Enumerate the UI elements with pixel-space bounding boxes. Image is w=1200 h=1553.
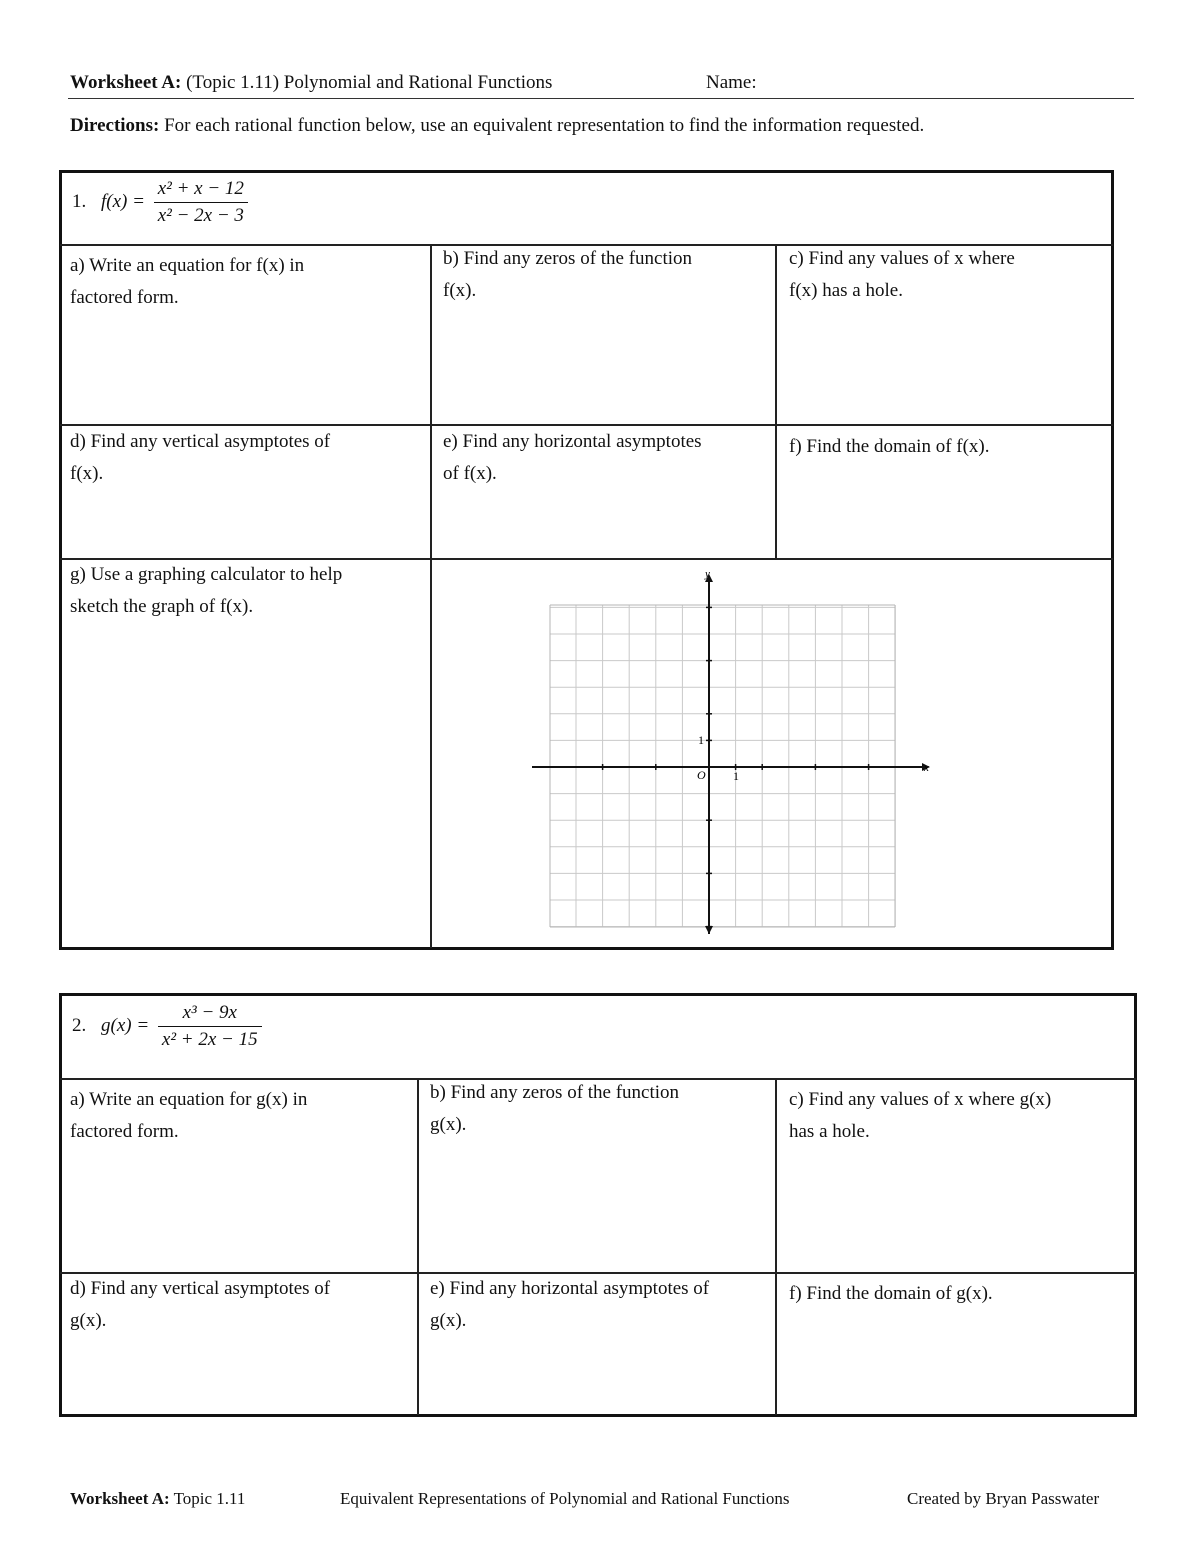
problem2-part-a-line1: a) Write an equation for g(x) in bbox=[70, 1089, 308, 1110]
coordinate-grid bbox=[520, 560, 940, 945]
problem1-lhs: f(x) = bbox=[101, 190, 145, 212]
directions-label: Directions: bbox=[70, 115, 160, 136]
footer-worksheet-label: Worksheet A: bbox=[70, 1489, 170, 1508]
problem1-part-e-line1: e) Find any horizontal asymptotes bbox=[443, 431, 702, 452]
problem1-part-e-line2: of f(x). bbox=[443, 463, 497, 484]
problem2-part-d-line2: g(x). bbox=[70, 1310, 107, 1331]
problem1-part-d bbox=[70, 426, 425, 490]
directions bbox=[70, 115, 924, 137]
footer-topic: Topic 1.11 bbox=[173, 1489, 246, 1508]
problem1-part-g-line2: sketch the graph of f(x). bbox=[70, 596, 254, 617]
problem2-part-c-line2: has a hole. bbox=[789, 1121, 870, 1142]
problem1-function bbox=[72, 176, 248, 229]
name-label: Name: bbox=[706, 72, 757, 93]
problem1-part-b-line1: b) Find any zeros of the function bbox=[443, 248, 693, 269]
problem2-col-rule-1 bbox=[417, 1079, 419, 1415]
problem2-part-a bbox=[70, 1084, 412, 1148]
y-tick-label: 1 bbox=[698, 733, 704, 747]
problem1-fraction bbox=[154, 176, 248, 229]
problem2-part-f bbox=[789, 1278, 1131, 1310]
problem1-part-f bbox=[789, 431, 1109, 463]
origin-label: O bbox=[697, 768, 706, 782]
footer-center: Equivalent Representations of Polynomial and Rational Functions bbox=[340, 1489, 790, 1508]
problem1-denominator: x² − 2x − 3 bbox=[157, 205, 244, 226]
directions-text: For each rational function below, use an equivalent representation to find the information requested. bbox=[164, 115, 925, 136]
problem2-part-c-line1: c) Find any values of x where g(x) bbox=[789, 1089, 1052, 1110]
worksheet-header bbox=[70, 72, 1132, 94]
problem1-part-f-line1: f) Find the domain of f(x). bbox=[789, 436, 990, 457]
problem2-part-b bbox=[430, 1077, 770, 1141]
header-rule bbox=[68, 98, 1134, 99]
problem1-part-c bbox=[789, 243, 1109, 307]
problem2-part-a-line2: factored form. bbox=[70, 1121, 179, 1142]
problem1-part-c-line2: f(x) has a hole. bbox=[789, 280, 903, 301]
problem1-col-rule-1 bbox=[430, 245, 432, 948]
problem1-part-c-line1: c) Find any values of x where bbox=[789, 248, 1015, 269]
problem2-number: 2. bbox=[72, 1014, 87, 1036]
problem2-denominator: x² + 2x − 15 bbox=[161, 1029, 258, 1050]
problem1-part-d-line2: f(x). bbox=[70, 463, 104, 484]
problem2-part-b-line1: b) Find any zeros of the function bbox=[430, 1082, 680, 1103]
problem1-numerator: x² + x − 12 bbox=[154, 176, 248, 203]
x-tick-label: 1 bbox=[733, 769, 739, 783]
problem2-box bbox=[59, 993, 1137, 1417]
problem2-part-c bbox=[789, 1084, 1131, 1148]
problem2-part-e bbox=[430, 1273, 770, 1337]
problem2-col-rule-2 bbox=[775, 1079, 777, 1415]
problem1-part-d-line1: d) Find any vertical asymptotes of bbox=[70, 431, 331, 452]
problem1-col-rule-2 bbox=[775, 245, 777, 559]
problem1-part-a bbox=[70, 250, 425, 314]
footer-left bbox=[70, 1489, 245, 1509]
worksheet-label: Worksheet A: bbox=[70, 72, 182, 93]
problem1-part-g-line1: g) Use a graphing calculator to help bbox=[70, 564, 343, 585]
problem2-fraction bbox=[158, 1000, 262, 1053]
y-axis-label: y bbox=[705, 568, 710, 580]
problem1-part-e bbox=[443, 426, 768, 490]
problem2-numerator: x³ − 9x bbox=[158, 1000, 262, 1027]
problem1-part-b-line2: f(x). bbox=[443, 280, 477, 301]
problem1-part-g bbox=[70, 559, 425, 623]
problem1-part-b bbox=[443, 243, 768, 307]
problem1-number: 1. bbox=[72, 190, 87, 212]
problem2-part-d-line1: d) Find any vertical asymptotes of bbox=[70, 1278, 331, 1299]
problem2-part-d bbox=[70, 1273, 412, 1337]
problem2-function bbox=[72, 1000, 262, 1053]
problem2-part-f-line1: f) Find the domain of g(x). bbox=[789, 1283, 993, 1304]
x-axis-label: x bbox=[924, 762, 929, 774]
worksheet-topic: (Topic 1.11) Polynomial and Rational Functions bbox=[186, 72, 553, 93]
footer-right: Created by Bryan Passwater bbox=[907, 1489, 1100, 1508]
problem2-part-e-line2: g(x). bbox=[430, 1310, 467, 1331]
problem1-part-a-line2: factored form. bbox=[70, 287, 179, 308]
problem2-part-e-line1: e) Find any horizontal asymptotes of bbox=[430, 1278, 710, 1299]
problem2-lhs: g(x) = bbox=[101, 1014, 150, 1036]
problem1-part-a-line1: a) Write an equation for f(x) in bbox=[70, 255, 305, 276]
problem2-part-b-line2: g(x). bbox=[430, 1114, 467, 1135]
